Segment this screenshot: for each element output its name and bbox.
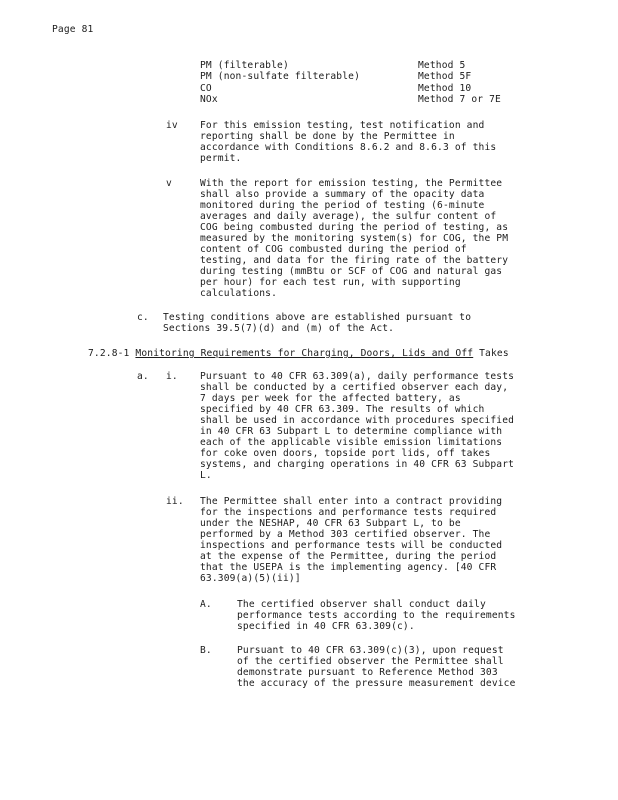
table-row-pollutant: PM (non-sulfate filterable)	[200, 71, 360, 82]
text-line: reporting shall be done by the Permittee in	[200, 131, 455, 142]
text-line: demonstrate pursuant to Reference Method 303	[237, 667, 498, 678]
text-line: at the expense of the Permittee, during the period	[200, 551, 497, 562]
text-line: inspections and performance tests will be conducted	[200, 540, 503, 551]
item-c-label: c.	[137, 312, 149, 323]
text-line: accordance with Conditions 8.6.2 and 8.6.3 of this	[200, 142, 497, 153]
text-line: specified by 40 CFR 63.309. The results of which	[200, 404, 485, 415]
text-line: Pursuant to 40 CFR 63.309(a), daily performance tests	[200, 371, 515, 382]
table-row-pollutant: PM (filterable)	[200, 60, 289, 71]
table-row-pollutant: CO	[200, 83, 212, 94]
section-title: Monitoring Requirements for Charging, Doors, Lids and Off	[135, 348, 474, 359]
text-line: The Permittee shall enter into a contract providing	[200, 496, 503, 507]
text-line: calculations.	[200, 288, 278, 299]
item-a-i-label: i.	[166, 371, 178, 382]
section-number: 7.2.8-1	[88, 348, 130, 359]
text-line: Sections 39.5(7)(d) and (m) of the Act.	[163, 323, 395, 334]
text-line: shall be conducted by a certified observer each day,	[200, 382, 509, 393]
text-line: for coke oven doors, topside port lids, off takes	[200, 448, 491, 459]
text-line: The certified observer shall conduct daily	[237, 599, 486, 610]
text-line: Testing conditions above are established pursuant to	[163, 312, 472, 323]
text-line: during testing (mmBtu or SCF of COG and natural gas	[200, 266, 503, 277]
section-heading	[88, 349, 509, 360]
text-line: With the report for emission testing, the Permittee	[200, 178, 503, 189]
item-a-label: a.	[137, 371, 149, 382]
item-iv-label: iv	[166, 120, 178, 131]
table-row-method: Method 5	[418, 60, 466, 71]
table-row-method: Method 10	[418, 83, 472, 94]
text-line: shall be used in accordance with procedures specified	[200, 415, 515, 426]
text-line: averages and daily average), the sulfur content of	[200, 211, 497, 222]
text-line: testing, and data for the firing rate of the battery	[200, 255, 509, 266]
text-line: 63.309(a)(5)(ii)]	[200, 573, 301, 584]
text-line: systems, and charging operations in 40 CFR 63 Subpart	[200, 459, 515, 470]
item-ii-label: ii.	[166, 496, 184, 507]
item-v-label: v	[166, 178, 172, 189]
text-line: performed by a Method 303 certified observer. The	[200, 529, 491, 540]
text-line: specified in 40 CFR 63.309(c).	[237, 621, 415, 632]
table-row-method: Method 7 or 7E	[418, 94, 501, 105]
text-line: shall also provide a summary of the opacity data	[200, 189, 485, 200]
table-row-method: Method 5F	[418, 71, 472, 82]
text-line: 7 days per week for the affected battery, as	[200, 393, 461, 404]
text-line: measured by the monitoring system(s) for COG, the PM	[200, 233, 509, 244]
text-line: permit.	[200, 153, 242, 164]
item-B-label: B.	[200, 645, 212, 656]
text-line: of the certified observer the Permittee shall	[237, 656, 504, 667]
text-line: the accuracy of the pressure measurement device	[237, 678, 516, 689]
text-line: monitored during the period of testing (6-minute	[200, 200, 485, 211]
text-line: For this emission testing, test notification and	[200, 120, 485, 131]
page-header: Page 81	[52, 24, 94, 35]
text-line: L.	[200, 470, 212, 481]
section-title-rest: Takes	[473, 348, 509, 359]
item-A-label: A.	[200, 599, 212, 610]
text-line: content of COG combusted during the period of	[200, 244, 467, 255]
text-line: COG being combusted during the period of testing, as	[200, 222, 509, 233]
text-line: under the NESHAP, 40 CFR 63 Subpart L, to be	[200, 518, 461, 529]
text-line: that the USEPA is the implementing agency. [40 CFR	[200, 562, 497, 573]
text-line: performance tests according to the requirements	[237, 610, 516, 621]
text-line: Pursuant to 40 CFR 63.309(c)(3), upon request	[237, 645, 504, 656]
text-line: per hour) for each test run, with supporting	[200, 277, 461, 288]
text-line: each of the applicable visible emission limitations	[200, 437, 503, 448]
table-row-pollutant: NOx	[200, 94, 218, 105]
text-line: for the inspections and performance tests required	[200, 507, 497, 518]
text-line: in 40 CFR 63 Subpart L to determine compliance with	[200, 426, 503, 437]
